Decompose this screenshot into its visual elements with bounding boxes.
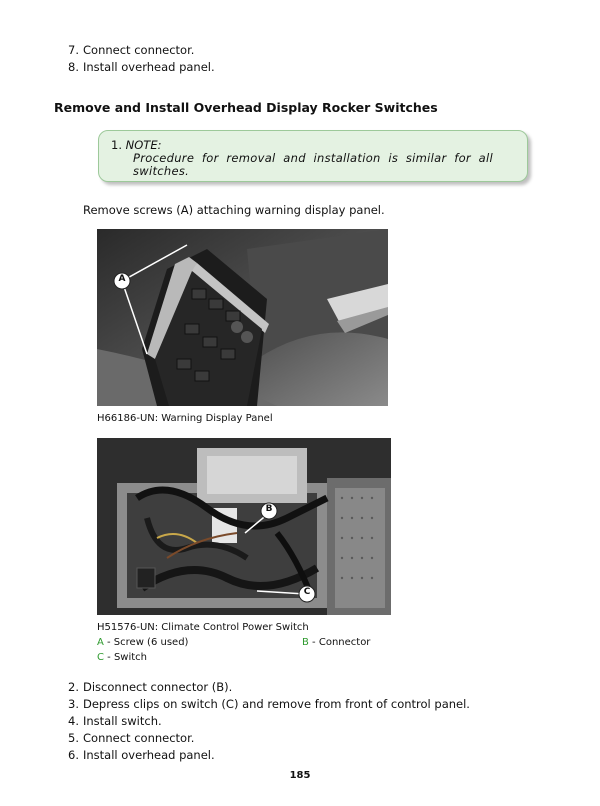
- step-number: 7.: [68, 43, 79, 57]
- step-7: [63, 42, 194, 59]
- legend-item-a: [97, 637, 188, 648]
- note-number: 1.: [111, 138, 122, 152]
- step-number: 3.: [68, 697, 79, 711]
- step-8: [63, 59, 215, 76]
- step-text: Install overhead panel.: [83, 60, 215, 74]
- note-label: NOTE:: [125, 138, 162, 152]
- warning-display-panel-photo: [97, 229, 388, 406]
- legend-text: - Connector: [308, 637, 371, 648]
- step-text: Depress clips on switch (C) and remove from front of control panel.: [83, 697, 470, 711]
- step-4: [63, 713, 162, 730]
- legend-key: A: [97, 637, 104, 648]
- step-number: 6.: [68, 748, 79, 762]
- legend-item-c: [97, 652, 147, 663]
- figure2-caption: H51576-UN: Climate Control Power Switch: [97, 622, 309, 633]
- instruction-text: Remove screws (A) attaching warning display panel.: [83, 203, 385, 217]
- legend-key: B: [302, 637, 309, 648]
- note-box: [98, 130, 528, 182]
- step-number: 8.: [68, 60, 79, 74]
- legend-item-b: [302, 637, 370, 648]
- step-3: [63, 696, 470, 713]
- callout-a: A: [118, 274, 126, 284]
- step-text: Install overhead panel.: [83, 748, 215, 762]
- step-number: 5.: [68, 731, 79, 745]
- step-2: [63, 679, 232, 696]
- warning-display-panel-illustration: [97, 229, 388, 406]
- legend-text: - Screw (6 used): [103, 637, 189, 648]
- legend-key: C: [97, 652, 104, 663]
- callout-b: B: [265, 504, 273, 514]
- climate-control-switch-photo: [97, 438, 391, 615]
- note-text: Procedure for removal and installation is similar for all switches.: [133, 151, 493, 178]
- step-6: [63, 747, 215, 764]
- legend-text: - Switch: [103, 652, 148, 663]
- callout-c: C: [303, 587, 311, 597]
- climate-control-switch-illustration: [97, 438, 391, 615]
- step-5: [63, 730, 194, 747]
- page-number: 185: [289, 770, 311, 781]
- figure1-caption: H66186-UN: Warning Display Panel: [97, 413, 273, 424]
- step-text: Connect connector.: [83, 43, 195, 57]
- step-text: Install switch.: [83, 714, 162, 728]
- step-text: Connect connector.: [83, 731, 195, 745]
- step-number: 2.: [68, 680, 79, 694]
- section-title: Remove and Install Overhead Display Rocker Switches: [54, 100, 438, 115]
- step-number: 4.: [68, 714, 79, 728]
- step-text: Disconnect connector (B).: [83, 680, 233, 694]
